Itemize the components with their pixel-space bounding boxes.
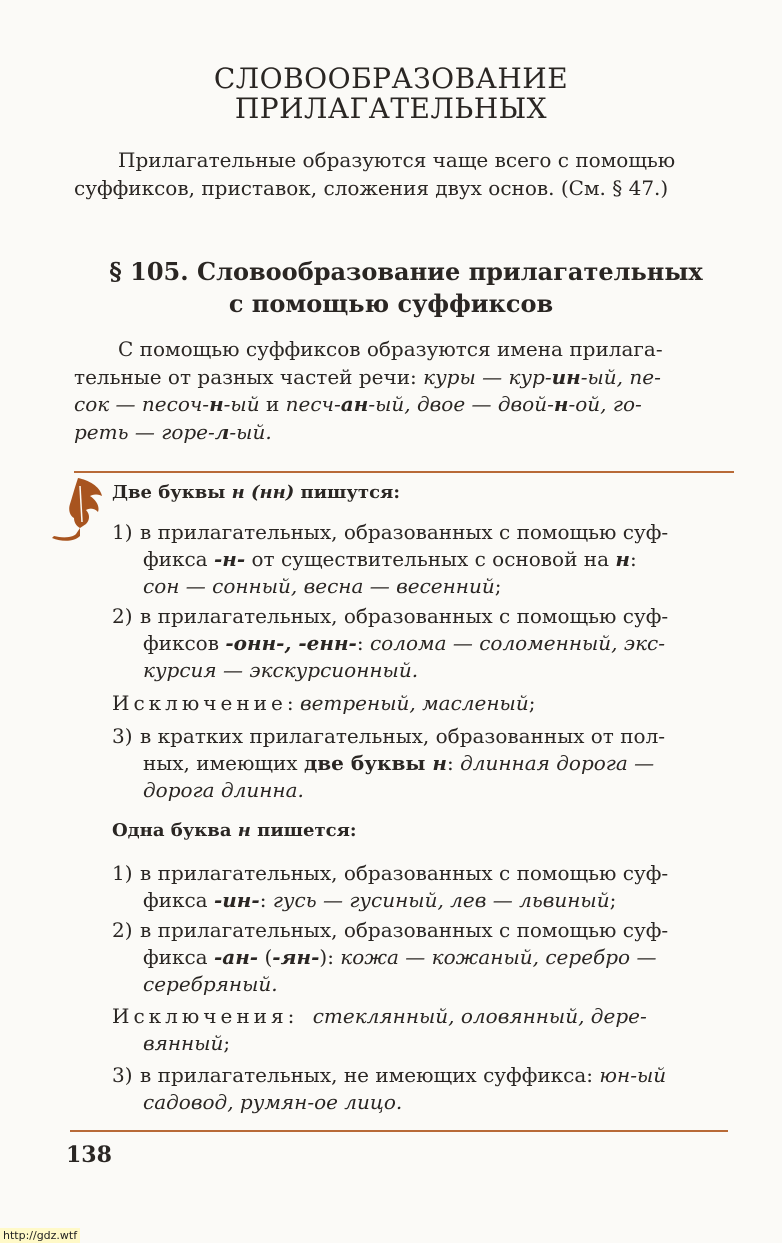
paragraph-line — [74, 364, 734, 392]
example: куры — кур- — [423, 364, 552, 389]
exception-line-continued — [143, 1030, 230, 1057]
list-item — [112, 723, 732, 804]
example: дорога длинна. — [143, 778, 304, 802]
letter: н — [237, 820, 251, 841]
list-item — [112, 860, 732, 914]
list-item — [112, 519, 732, 600]
text: в прилагательных, образованных с помощью суф- — [140, 520, 669, 544]
example: гусь — гусиный, лев — львиный — [272, 888, 610, 912]
section-heading — [0, 256, 782, 320]
suffix: -н- — [213, 547, 246, 571]
item-number: 1) — [112, 520, 133, 544]
example: солома — соломенный, экс- — [369, 631, 665, 655]
item-line — [112, 657, 732, 684]
item-number: 1) — [112, 861, 133, 885]
exception-line — [112, 1003, 647, 1030]
section-paragraph — [74, 336, 734, 446]
text: Одна буква — [112, 820, 238, 841]
example: сон — сонный, весна — весенний — [143, 574, 495, 598]
text: Две буквы — [112, 482, 232, 503]
item-line — [112, 573, 732, 600]
example: серебряный. — [143, 972, 278, 996]
text: в прилагательных, образованных с помощью суф- — [140, 604, 669, 628]
text: в прилагательных, не имеющих суффикса: — [140, 1063, 600, 1087]
item-line — [112, 971, 732, 998]
item-number: 2) — [112, 918, 133, 942]
suffix: -онн-, -енн- — [225, 631, 357, 655]
suffix: н — [553, 392, 569, 416]
item-line — [112, 944, 732, 971]
section-heading-line-1: § 105. Словообразование прилагательных — [109, 257, 703, 286]
example: юн-ый — [599, 1063, 667, 1087]
suffix: -ан- — [213, 945, 259, 969]
example: реть — горе- — [74, 419, 215, 444]
intro-line-2: суффиксов, приставок, сложения двух основ. (См. § 47.) — [74, 176, 669, 200]
text: : — [259, 888, 273, 912]
double-n-heading — [112, 482, 400, 503]
text: : — [287, 1004, 301, 1028]
text: ; — [494, 574, 502, 598]
suffix: л — [214, 419, 230, 444]
item-line — [112, 630, 732, 657]
text: пишутся: — [294, 482, 400, 503]
text: : — [446, 751, 461, 775]
text: ; — [223, 1031, 231, 1055]
example: -ый, пе- — [580, 364, 661, 389]
text: фикса — [143, 945, 214, 969]
rule-top-divider — [74, 471, 734, 473]
section-heading-line-2: с помощью суффиксов — [228, 289, 554, 318]
example: кожа — кожаный, серебро — — [340, 945, 657, 969]
item-line — [112, 546, 732, 573]
text: от существительных с основой на — [245, 547, 616, 571]
text: в прилагательных, образованных с помощью суф- — [140, 861, 669, 885]
text: ): — [319, 945, 341, 969]
exception-label: Исключения — [112, 1004, 288, 1028]
title-line-2: ПРИЛАГАТЕЛЬНЫХ — [234, 92, 548, 125]
suffix: -ин- — [213, 888, 260, 912]
title-line-1: СЛОВООБРАЗОВАНИЕ — [213, 62, 569, 95]
text: фикса — [143, 547, 214, 571]
suffix: -ян- — [272, 945, 320, 969]
example: длинная дорога — — [460, 751, 655, 775]
text: ( — [258, 945, 273, 969]
suffix: н — [209, 392, 224, 416]
list-item — [112, 917, 732, 998]
paragraph-line — [74, 391, 734, 419]
text: в кратких прилагательных, образованных от пол- — [140, 724, 666, 748]
example: стеклянный, оловянный, дере- — [312, 1004, 647, 1028]
example: вянный — [143, 1031, 224, 1055]
letter: н — [432, 751, 447, 775]
suffix: ан — [340, 392, 369, 416]
text: тельные от разных частей речи: — [74, 364, 424, 389]
example: -ой, го- — [568, 392, 642, 416]
text: ; — [528, 691, 536, 715]
item-number: 3) — [112, 724, 133, 748]
example: -ый. — [229, 419, 272, 444]
example: песч- — [285, 392, 341, 416]
item-number: 3) — [112, 1063, 133, 1087]
intro-paragraph — [74, 146, 736, 202]
page-number: 138 — [66, 1142, 112, 1168]
example: садовод, румян-ое лицо. — [143, 1090, 403, 1114]
text: : — [356, 631, 370, 655]
text: фикса — [143, 888, 214, 912]
example: курсия — экскурсионный. — [143, 658, 419, 682]
rule-bottom-divider — [70, 1130, 728, 1132]
example: ветреный, масленый — [299, 691, 529, 715]
letter: н — [615, 547, 630, 571]
item-line — [112, 887, 732, 914]
item-line — [112, 1089, 732, 1116]
item-number: 2) — [112, 604, 133, 628]
text: : — [286, 691, 300, 715]
text: С помощью суффиксов образуются имена прилага- — [118, 337, 663, 361]
list-item — [112, 1062, 732, 1116]
text: ; — [609, 888, 617, 912]
item-line — [112, 777, 732, 804]
letter: н (нн) — [231, 482, 295, 503]
text: и — [259, 392, 286, 416]
page-title — [0, 64, 782, 124]
intro-line-1: Прилагательные образуются чаще всего с помощью — [118, 148, 676, 172]
list-item — [112, 603, 732, 684]
example: -ый, двое — двой- — [368, 392, 554, 416]
paragraph-line — [74, 419, 734, 447]
emphasis: две буквы — [303, 751, 433, 775]
example: сок — песоч- — [74, 392, 210, 416]
single-n-heading — [112, 820, 357, 841]
exception-line — [112, 690, 535, 717]
suffix: ин — [551, 364, 581, 389]
watermark-link[interactable]: http://gdz.wtf — [0, 1228, 80, 1243]
paragraph-line — [74, 336, 734, 364]
item-line — [112, 750, 732, 777]
example: -ый — [223, 392, 260, 416]
text: : — [629, 547, 637, 571]
text: фиксов — [143, 631, 226, 655]
text: ных, имеющих — [143, 751, 304, 775]
text: в прилагательных, образованных с помощью суф- — [140, 918, 669, 942]
quill-icon — [50, 476, 106, 542]
text: пишется: — [250, 820, 357, 841]
exception-label: Исключение — [112, 691, 287, 715]
